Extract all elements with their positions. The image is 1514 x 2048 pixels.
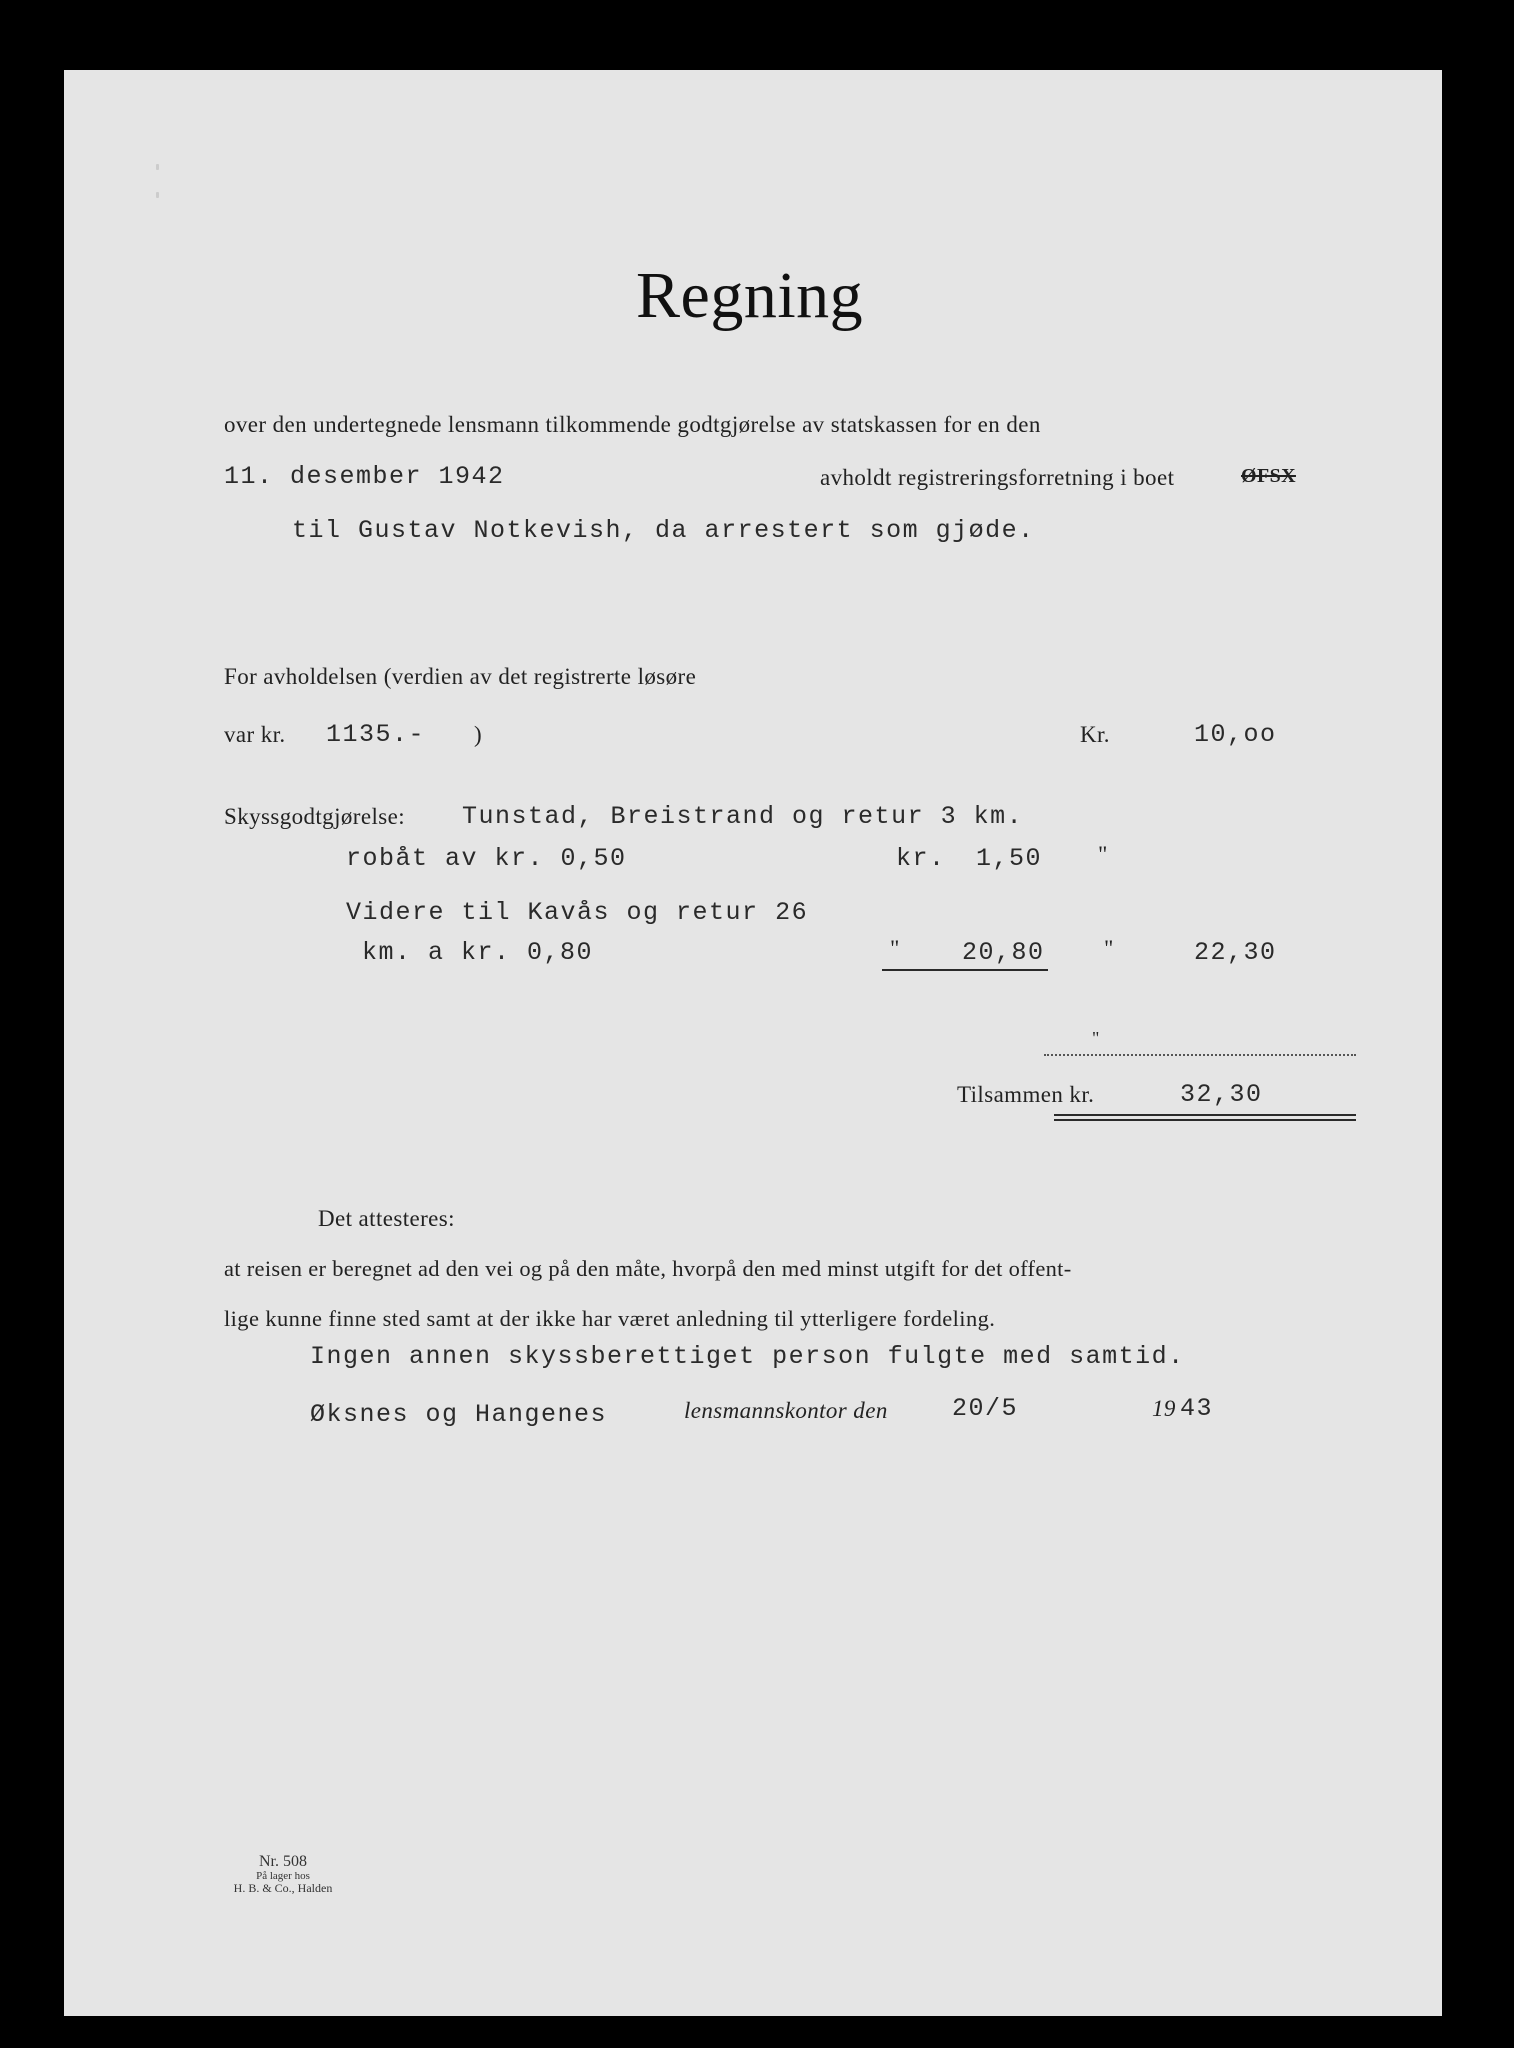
- year-suffix: 43: [1180, 1394, 1214, 1423]
- subtotal-underline: [882, 969, 1048, 971]
- struck-word: ØFSX: [1241, 465, 1296, 487]
- dotted-line: [1044, 1054, 1356, 1056]
- paper-speck: [156, 192, 159, 198]
- travel-total: 22,30: [1194, 938, 1277, 967]
- form-printer: H. B. & Co., Halden: [233, 1881, 333, 1895]
- dotted-line-ditto: ": [1092, 1028, 1100, 1048]
- kr-label: Kr.: [1080, 722, 1110, 747]
- held-label: avholdt registreringsforretning i boet: [820, 465, 1175, 490]
- var-label: var kr.: [224, 722, 286, 747]
- intro-text: over den undertegnede lensmann tilkommende godtgjørelse av statskassen for en den: [224, 412, 1041, 437]
- form-stock: På lager hos: [256, 1870, 310, 1882]
- year-prefix: 19: [1152, 1396, 1176, 1421]
- travel-line-2-kr: kr.: [896, 844, 946, 873]
- sum-underline-2: [1054, 1119, 1356, 1121]
- travel-line-2: robåt av kr. 0,50: [346, 844, 627, 873]
- ditto-mark: ": [1104, 936, 1114, 961]
- office-date: 20/5: [952, 1394, 1019, 1423]
- travel-line-2-amount: 1,50: [976, 844, 1043, 873]
- for-label: For avholdelsen (verdien av det registrerte løsøre: [224, 664, 697, 689]
- ditto-mark: ": [890, 936, 900, 961]
- typed-note: Ingen annen skyssberettiget person fulgte med samtid.: [310, 1342, 1185, 1371]
- attest-line-1: at reisen er beregnet ad den vei og på den måte, hvorpå den med minst utgift for det offent-: [224, 1256, 1072, 1281]
- travel-label: Skyssgodtgjørelse:: [224, 804, 405, 829]
- travel-line-4-amount: 20,80: [962, 938, 1045, 967]
- attest-label: Det attesteres:: [318, 1206, 455, 1231]
- sum-underline-1: [1054, 1114, 1356, 1116]
- var-close: ): [474, 722, 483, 747]
- travel-line-1: Tunstad, Breistrand og retur 3 km.: [462, 802, 1024, 831]
- subject-line: til Gustav Notkevish, da arrestert som gjøde.: [292, 516, 1035, 545]
- sum-label: Tilsammen kr.: [957, 1082, 1095, 1107]
- office-place: Øksnes og Hangenes: [310, 1400, 608, 1429]
- travel-line-3: Videre til Kavås og retur 26: [346, 898, 809, 927]
- document-title: Regning: [636, 259, 864, 332]
- ditto-mark: ": [1098, 842, 1108, 867]
- form-number: Nr. 508: [259, 1853, 307, 1870]
- office-label: lensmannskontor den: [684, 1398, 888, 1423]
- invoice-page: [64, 70, 1442, 2016]
- attest-line-2: lige kunne finne sted samt at der ikke har været anledning til ytterligere fordeling.: [224, 1306, 996, 1331]
- paper-speck: [156, 164, 159, 170]
- var-value: 1135.-: [326, 720, 426, 749]
- sum-amount: 32,30: [1180, 1080, 1263, 1109]
- date-line: 11. desember 1942: [224, 462, 505, 491]
- travel-line-4: km. a kr. 0,80: [362, 938, 594, 967]
- fee-amount: 10,oo: [1194, 720, 1277, 749]
- form-number-block: [208, 1854, 358, 1895]
